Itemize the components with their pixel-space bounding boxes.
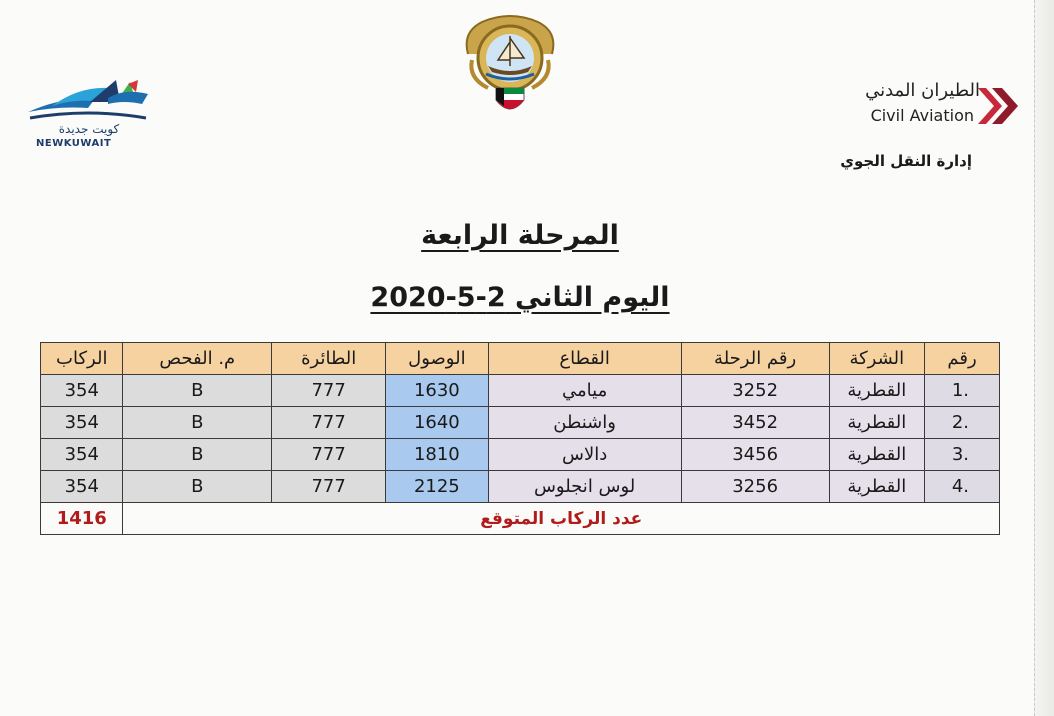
col-header-flight-number: رقم الرحلة — [681, 343, 829, 375]
row-passengers: 354 — [41, 471, 123, 503]
civil-aviation-english: Civil Aviation — [870, 106, 974, 125]
col-header-passengers: الركاب — [41, 343, 123, 375]
row-check: B — [123, 407, 272, 439]
row-check: B — [123, 375, 272, 407]
row-aircraft: 777 — [272, 375, 386, 407]
page-subtitle: اليوم الثاني 2-5-2020 — [370, 282, 670, 313]
department-name: إدارة النقل الجوي — [840, 152, 972, 170]
page-title: المرحلة الرابعة — [421, 220, 619, 251]
table-row — [41, 375, 1000, 407]
total-label: عدد الركاب المتوقع — [123, 503, 1000, 535]
row-airline: القطرية — [829, 471, 925, 503]
row-index: .4 — [925, 471, 1000, 503]
row-arrival: 2125 — [386, 471, 488, 503]
new-kuwait-logo — [24, 78, 152, 153]
brand-english-text: NEWKUWAIT — [36, 138, 112, 149]
row-index: .2 — [925, 407, 1000, 439]
row-sector: ميامي — [488, 375, 681, 407]
row-aircraft: 777 — [272, 439, 386, 471]
col-header-aircraft: الطائرة — [272, 343, 386, 375]
row-arrival: 1640 — [386, 407, 488, 439]
row-index: .3 — [925, 439, 1000, 471]
row-passengers: 354 — [41, 407, 123, 439]
row-aircraft: 777 — [272, 471, 386, 503]
row-passengers: 354 — [41, 439, 123, 471]
total-row — [41, 503, 1000, 535]
table-row — [41, 471, 1000, 503]
row-index: .1 — [925, 375, 1000, 407]
kuwait-emblem-icon — [458, 14, 562, 122]
table-row — [41, 407, 1000, 439]
chevron-arrows-icon — [976, 84, 1020, 128]
page-edge — [1034, 0, 1054, 716]
row-airline: القطرية — [829, 439, 925, 471]
brand-arabic-text: كويت جديدة — [58, 122, 120, 136]
dhow-sails-icon — [24, 78, 152, 124]
row-sector: واشنطن — [488, 407, 681, 439]
col-header-arrival: الوصول — [386, 343, 488, 375]
civil-aviation-arabic: الطيران المدني — [865, 80, 980, 101]
row-aircraft: 777 — [272, 407, 386, 439]
row-flight: 3256 — [681, 471, 829, 503]
row-airline: القطرية — [829, 407, 925, 439]
col-header-index: رقم — [925, 343, 1000, 375]
row-sector: دالاس — [488, 439, 681, 471]
row-check: B — [123, 471, 272, 503]
col-header-airline: الشركة — [829, 343, 925, 375]
row-sector: لوس انجلوس — [488, 471, 681, 503]
row-flight: 3252 — [681, 375, 829, 407]
row-passengers: 354 — [41, 375, 123, 407]
row-flight: 3452 — [681, 407, 829, 439]
flights-table — [40, 342, 1000, 535]
col-header-sector: القطاع — [488, 343, 681, 375]
table-row — [41, 439, 1000, 471]
row-check: B — [123, 439, 272, 471]
table-header-row — [41, 343, 1000, 375]
total-passengers: 1416 — [41, 503, 123, 535]
row-arrival: 1810 — [386, 439, 488, 471]
col-header-check: م. الفحص — [123, 343, 272, 375]
row-airline: القطرية — [829, 375, 925, 407]
row-flight: 3456 — [681, 439, 829, 471]
row-arrival: 1630 — [386, 375, 488, 407]
